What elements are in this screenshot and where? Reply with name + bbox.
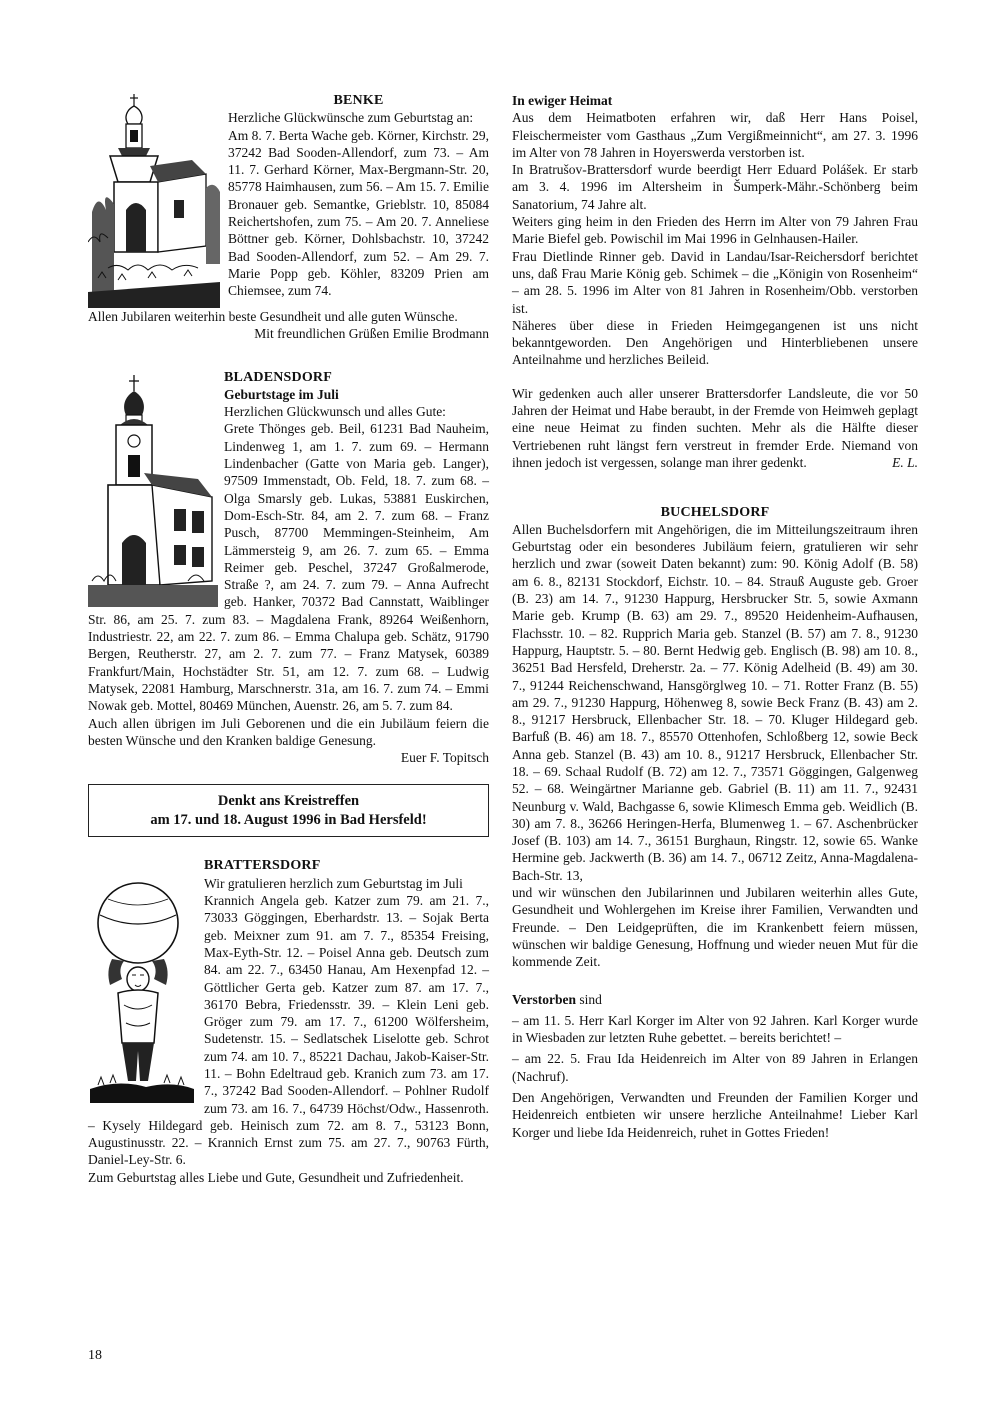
kreistreffen-line2: am 17. und 18. August 1996 in Bad Hersfeld!: [150, 812, 427, 829]
chapel-illustration: [88, 92, 220, 308]
benke-signature: Mit freundlichen Grüßen Emilie Brodmann: [254, 326, 489, 342]
heimat-heading: In ewiger Heimat: [512, 93, 613, 108]
heimat-text3: Weiters ging heim in den Frieden des Herrn im Alter von 79 Jahren Frau Marie Biefel geb. Powischil im Mai 1996 in Gelnhausen-Hailer.: [512, 214, 918, 247]
verstorben-closing: Den Angehörigen, Verwandten und Freunden der Familien Korger und Heidenreich entbieten wir unsere herzliche Anteilnahme! Lieber Karl Korger und liebe Ida Heidenreich, ruhet in Gottes Frieden!: [512, 1090, 918, 1140]
brattersdorf-closing: Zum Geburtstag alles Liebe und Gute, Gesundheit und Zufriedenheit.: [88, 1169, 464, 1185]
benke-intro: Herzliche Glückwünsche zum Geburtstag an:: [228, 110, 474, 126]
right-column: [512, 92, 918, 1141]
atlas-statue-illustration: [88, 875, 198, 1103]
left-column: [88, 92, 489, 1186]
heimat-text5: Näheres über diese in Frieden Heimgegangenen ist uns nicht bekanntgeworden. Den Angehörigen und Hinterbliebenen unsere Anteilnahme und herzliches Beileid.: [512, 317, 918, 368]
verstorben-heading: [512, 991, 918, 1008]
kreistreffen-line1: Denkt ans Kreistreffen: [217, 793, 360, 810]
benke-text: Am 8. 7. Berta Wache geb. Körner, Kirchstr. 29, 37242 Bad Sooden-Allendorf, zum 73. – Am 11. 7. Gerhard Körner, Max-Bergmann-Str. 20, 85778 Haimhausen, zum 56. – Am 15. 7. Emilie Bronauer geb. Semantke, Grieblstr. 10, 85084 Reichertshofen, zum 75. – Am 20. 7. Anneliese Böttner geb. Körner, Dohlsbachstr. 10, 37242 Bad Sooden-Allendorf, zum 52. – Am 29. 7. Marie Popp geb. Köhler, 83209 Prien am Chiemsee, zum 74.: [228, 127, 489, 299]
church-illustration: [88, 375, 218, 607]
heimat-signature: E. L.: [892, 455, 918, 471]
buchelsdorf-closing: und wir wünschen den Jubilarinnen und Jubilaren weiterhin alles Gute, Gesundheit und Wohlergehen im Kreise ihrer Familien, Verwandten und Freunde. – Den Leidgeprüften, die im Krankenbett feiern müssen, wünschen wir baldige Genesung, Hoffnung und wieder neuen Mut für die kommende Zeit.: [512, 885, 918, 970]
verstorben-item2: – am 22. 5. Frau Ida Heidenreich im Alter von 89 Jahren in Erlangen (Nachruf).: [512, 1051, 918, 1084]
page-number: 18: [88, 1348, 102, 1363]
brattersdorf-heading: BRATTERSDORF: [204, 858, 321, 874]
bladensdorf-subheading: Geburtstage im Juli: [224, 386, 339, 402]
heimat-text2: In Bratrušov-Brattersdorf wurde beerdigt Herr Eduard Polášek. Er starb am 3. 4. 1996 im Altersheim in Šumperk-Mähr.-Schönberg beim Sanatorium, 74 Jahre alt.: [512, 162, 918, 212]
heimat-text4: Frau Dietlinde Rinner geb. David in Landau/Isar-Reichersdorf berichtet uns, daß Frau Marie König geb. Schimek – die „Königin von Rosenheim“ – am 28. 5. 1996 im Alter von 81 Jahren in Rosenheim/Obb. verstorben ist.: [512, 248, 918, 316]
heimat-text1: Aus dem Heimatboten erfahren wir, daß Herr Hans Poisel, Fleischermeister vom Gasthaus „Zum Vergißmeinnicht“, am 27. 3. 1996 im Alter von 78 Jahren in Hoyerswerda verstorben ist.: [512, 110, 918, 160]
bladensdorf-closing: Auch allen übrigen im Juli Geborenen und die ein Jubiläum feiern die besten Wünsche und den Kranken baldige Genesung.: [88, 715, 489, 748]
bladensdorf-text: Grete Thönges geb. Beil, 61231 Bad Nauheim, Lindenweg 1, am 1. 7. zum 69. – Hermann Lindenbacher (Gatte von Maria geb. Langer), 97509 Immenstadt, Ob. Feld, 18. 7. zum 68. – Olga Smarsly geb. Lukas, 53881 Euskirchen, Dom-Esch-Str. 84, am 2. 7. zum 68. – Franz Pusch, 87700 Memmingen-Steinheim, Am Lämmersteig 9, am 26. 7. zum 65. – Emma Reimer geb. Peschel, 37247 Großalmerode, Straße ?, am 24. 7. zum 79. – Anna Aufrecht geb. Hanker, 70372 Bad Cannstatt, Waiblinger Str. 86, am 25. 7. zum 83. – Magdalena Frank, 89264 Weißenhorn, Industriestr. 22, am 22. 7. zum 86. – Emma Chalupa geb. Schätz, 91790 Bergen, Reutherstr. 27, am 2. 7. zum 77. – Franz Matysek, 60389 Frankfurt/Main, Hochstädter Str. 51, am 12. 7. zum 68. – Ludwig Matysek, 22081 Hamburg, Marschnerstr. 31a, am 16. 7. zum 74. – Emmi Nowak geb. Mottel, 80469 München, Auenstr. 26, am 5. 7. zum 84.: [88, 421, 489, 714]
verstorben-heading-bold: Verstorben: [512, 991, 576, 1007]
bladensdorf-heading: BLADENSDORF: [224, 369, 332, 385]
buchelsdorf-text: Allen Buchelsdorfern mit Angehörigen, die im Mitteilungszeitraum ihren Geburtstag oder ein besonderes Jubiläum feiern, gratulieren wir sehr herzlich und zwar (soweit Daten bekannt) zum: 90. König Adolf (B. 58) am 6. 8., 82131 Stockdorf, Eichstr. 10. – 84. Strauß Auguste geb. Groer (B. 23) am 14. 7., 91230 Happurg, Hersbrucker Str. 5, sowie Axmann Marie geb. Krump (B. 63) am 29. 7., 89520 Heidenheim-Aufhausen, Flachsstr. 10. – 82. Rupprich Maria geb. Stanzel (B. 57) am 7. 8., 91230 Happurg, Hauptstr. 5. – 80. Bernt Hedwig geb. Englisch (B. 98) am 10. 8., 36251 Bad Hersfeld, Dreherstr. 2a. – 77. König Adelheid (B. 49) am 30. 7., 91244 Reichenschwand, Hansgörglweg 10. – 71. Rotter Franz (B. 55) am 29. 7., 91230 Happurg, Höhenweg 8, sowie Beck Franz (B. 43) am 2. 8., 91217 Hersbruck, Ellenbacher Str. 18. – 70. Kluger Hildegard geb. Barfuß (B. 46) am 18. 7., 85570 Ottenhofen, Schloßberg 12, sowie Beck Anna geb. Stanzel (B. 43) am 10. 8., 91217 Hersbruck, Ellenbacher Str. 18. – 69. Schaal Rudolf (B. 72) am 12. 7., 73571 Göggingen, Galgenweg 52. – 68. Weingärtner Marianne geb. Gabriel (B. 11) am 11. 7., 92431 Neunburg v. Wald, Bachgasse 6, sowie Klimesch Emma geb. Weidlich (B. 30) am 7. 8., 36266 Heringen-Herfa, Blumenweg 1. – 67. Aschenbrücker Josef (B. 103) am 14. 7., 36151 Burghaun, Ringstr. 12, sowie 65. Wanke Hermine geb. Jackwerth (B. 36) am 14. 7., 06712 Zeitz, Anna-Magdalena-Bach-Str. 13,: [512, 521, 918, 883]
bladensdorf-intro: Herzlichen Glückwunsch und alles Gute:: [224, 404, 446, 420]
brattersdorf-intro: Wir gratulieren herzlich zum Geburtstag im Juli: [204, 875, 463, 891]
bladensdorf-signature: Euer F. Topitsch: [400, 750, 489, 766]
heimat-text6: Wir gedenken auch aller unserer Brattersdorfer Landsleute, die vor 50 Jahren der Heimat und Habe beraubt, in der Fremde von Heimweh geplagt eine neue Heimat zu finden suchten. Mehr als die Hälfte dieser Vertriebenen ruht längst fern verstreut in fremder Erde. Niemand von ihnen jedoch ist vergessen, solange man ihrer gedenkt.: [512, 385, 918, 470]
benke-heading: BENKE: [333, 93, 384, 108]
verstorben-item1: – am 11. 5. Herr Karl Korger im Alter von 92 Jahren. Karl Korger wurde in Wiesbaden zur letzten Ruhe gebettet. – bereits berichtet! –: [512, 1012, 918, 1046]
buchelsdorf-heading: BUCHELSDORF: [660, 504, 770, 520]
kreistreffen-box: [88, 784, 489, 837]
verstorben-heading-rest: sind: [576, 991, 602, 1007]
benke-closing: Allen Jubilaren weiterhin beste Gesundheit und alle guten Wünsche.: [88, 309, 458, 324]
brattersdorf-text: Krannich Angela geb. Katzer zum 79. am 21. 7., 73033 Göggingen, Eberhardstr. 13. – Sojak Berta geb. Meixner zum 91. am 7. 7., 85354 Freising, Max-Eyth-Str. 12. – Poisel Anna geb. Deutsch zum 84. am 22. 7., 63450 Hanau, Am Hexenpfad 12. – Göttlicher Gerta geb. Katzer zum 87. am 17. 7., 36170 Bebra, Friedensstr. 39. – Klein Leni geb. Gröger zum 79. am 17. 7., 61200 Wölfersheim, Sudetenstr. 15. – Sedlatschek Liselotte geb. Schrot zum 74. am 10. 7., 85221 Dachau, Jakob-Kaiser-Str. 11. – Bohn Edeltraud geb. Kranich zum 73. am 17. 7., 37242 Bad Sooden-Allendorf. – Pohlner Rudolf zum 73. am 16. 7., 64739 Höchst/Odw., Hassenroth. – Kysely Hildegard geb. Heinisch zum 72. am 8. 7., 53123 Bonn, Augustinusstr. 22. – Krannich Ernst zum 75. am 27. 7., 90763 Fürth, Daniel-Ley-Str. 6.: [88, 893, 489, 1168]
